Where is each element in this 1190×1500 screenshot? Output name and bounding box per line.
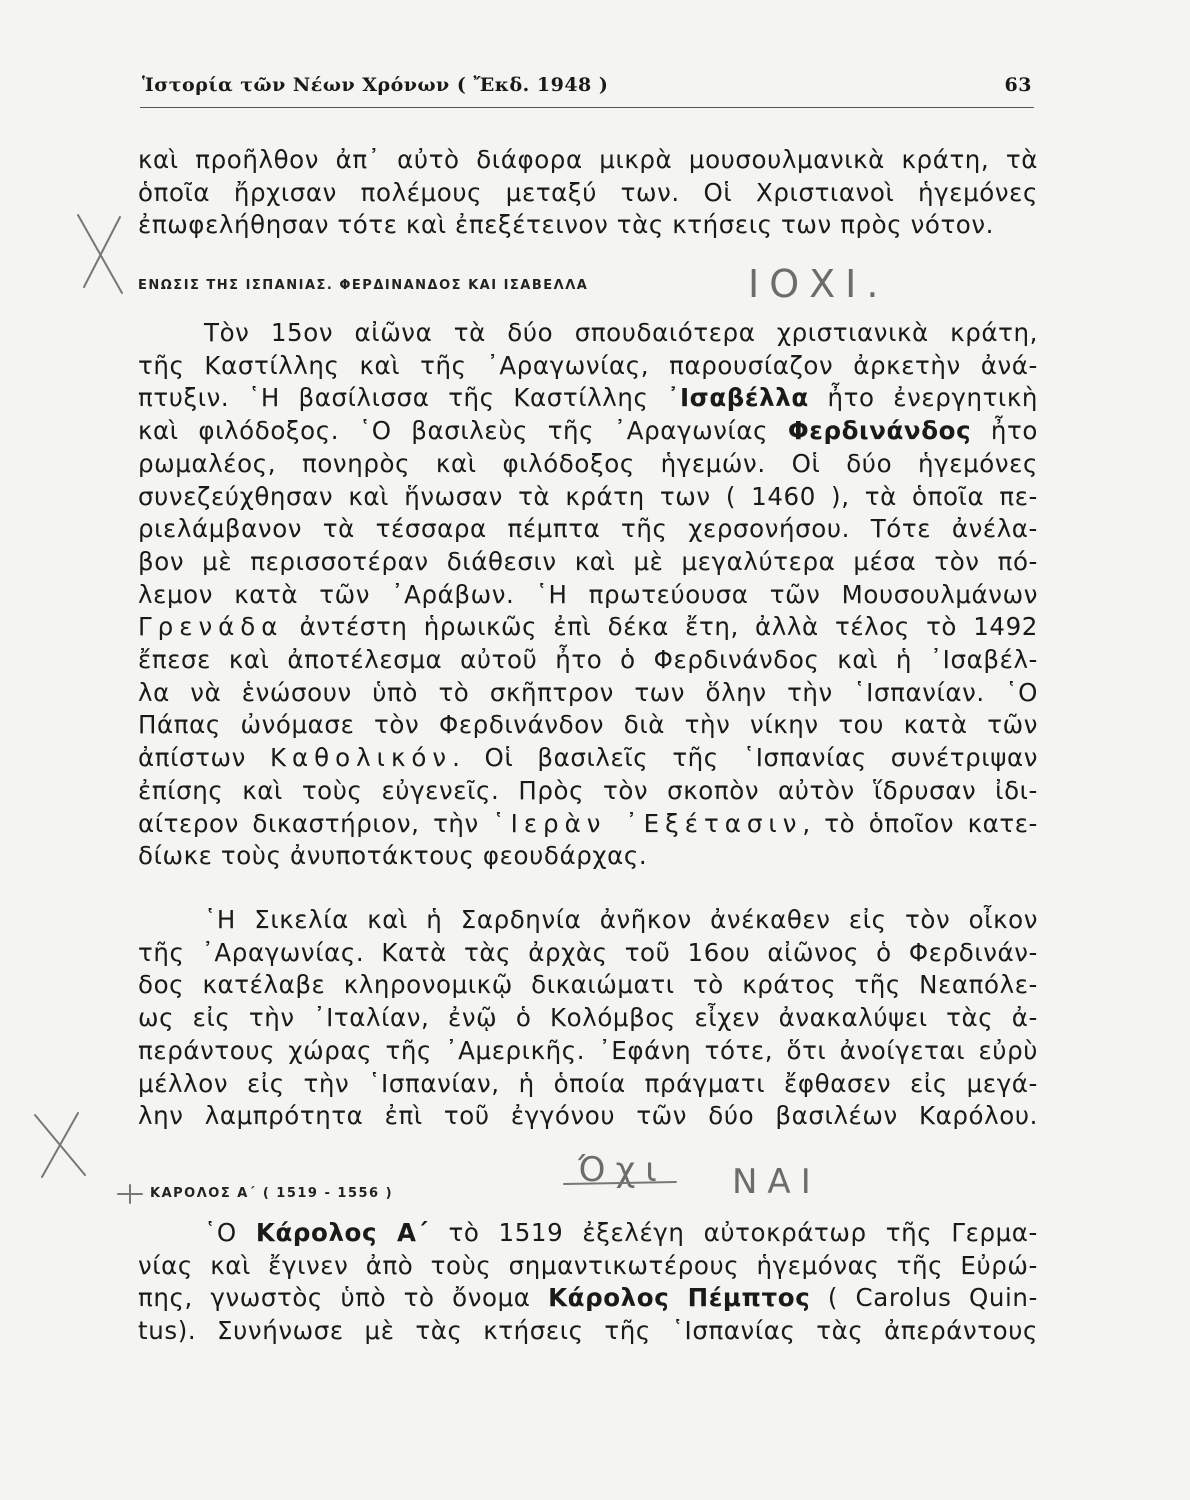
text-line — [138, 808, 1038, 841]
paragraph-sicily-sardinia — [138, 904, 1038, 1133]
text-line: ῾Η Σικελία καὶ ἡ Σαρδηνία ἀνῆκον ἀνέκαθεν εἰς τὸν οἶκον — [204, 905, 1038, 934]
text-span: ἦτο ἐνεργητικὴ — [808, 383, 1038, 413]
cross-stroke — [35, 1113, 85, 1177]
text-line: Πάπας ὠνόμασε τὸν Φερδινάνδον διὰ τὴν νίκην του κατὰ τῶν — [138, 710, 1038, 740]
paragraph-continuation — [138, 144, 1038, 242]
term-catholic: Καθολικόν — [269, 743, 453, 773]
text-span: πτυξιν. ῾Η βασίλισσα τῆς Καστίλλης — [138, 383, 668, 413]
text-line: βον μὲ περισσοτέραν διάθεσιν καὶ μὲ μεγαλύτερα μέσα τὸν πό- — [138, 546, 1038, 576]
running-title: Ἱστορία τῶν Νέων Χρόνων ( Ἔκδ. 1948 ) — [142, 74, 609, 96]
text-line: λεμον κατὰ τῶν ᾽Αράβων. ῾Η πρωτεύουσα τῶν Μουσουλμάνων — [138, 579, 1038, 609]
text-line: Τὸν 15ον αἰῶνα τὰ δύο σπουδαιότερα χριστιανικὰ κράτη, — [204, 318, 1038, 347]
text-line: ρωμαλέος, πονηρὸς καὶ φιλόδοξος ἡγεμών. Οἱ δύο ἡγεμόνες — [138, 448, 1038, 478]
text-span: , τὸ ὁποῖον κατε- — [802, 808, 1038, 838]
name-ferdinand: Φερδινάνδος — [787, 416, 972, 446]
text-line: ως εἰς τὴν ᾽Ιταλίαν, ἐνῷ ὁ Κολόμβος εἶχεν ἀνακαλύψει τὰς ἀ- — [138, 1003, 1038, 1033]
text-line: νίας καὶ ἔγινεν ἀπὸ τοὺς σημαντικωτέρους ἡγεμόνας τῆς Εὐρώ- — [138, 1250, 1038, 1280]
section-heading-spain-unification: ΕΝΩΣΙΣ ΤΗΣ ΙΣΠΑΝΙΑΣ. ΦΕΡΔΙΝΑΝΔΟΣ ΚΑΙ ΙΣΑΒΕΛΛΑ — [138, 278, 589, 293]
text-line — [138, 742, 1038, 775]
page-number: 63 — [1004, 74, 1032, 96]
paragraph-charles — [138, 1217, 1038, 1348]
text-line: ἔπεσε καὶ ἀποτέλεσμα αὐτοῦ ἦτο ὁ Φερδινάνδος καὶ ἡ ᾽Ισαβέλ- — [138, 645, 1038, 675]
text-line: λην λαμπρότητα ἐπὶ τοῦ ἐγγόνου τῶν δύο βασιλέων Καρόλου. — [138, 1101, 1038, 1131]
name-isabella: ᾽Ισαβέλλα — [667, 383, 809, 413]
text-line: δίωκε τοὺς ἀνυποτάκτους φεουδάρχας. — [138, 841, 648, 871]
text-line: ἐπίσης καὶ τοὺς εὐγενεῖς. Πρὸς τὸν σκοπὸν αὐτὸν ἵδρυσαν ἰδι- — [138, 775, 1038, 805]
handwritten-strike — [560, 1148, 680, 1198]
header-rule — [140, 107, 1034, 108]
text-span: ( Carolus Quin- — [810, 1283, 1038, 1313]
text-line: περάντους χώρας τῆς ᾽Αμερικῆς. ᾽Εφάνη τότε, ὅτι ἀνοίγεται εὐρὺ — [138, 1035, 1038, 1065]
handwritten-note-left: Όχι — [578, 1150, 667, 1190]
text-line — [138, 1282, 1038, 1315]
text-span: . Οἱ βασιλεῖς τῆς ῾Ισπανίας συνέτριψαν — [452, 743, 1038, 773]
cross-stroke — [78, 215, 122, 293]
text-line: καὶ προῆλθον ἀπ᾽ αὐτὸ διάφορα μικρὰ μουσουλμανικὰ κράτη, τὰ — [138, 145, 1038, 174]
text-span: ἀπίστων — [138, 743, 270, 773]
term-inquisition: ῾Ιερὰν ᾽Εξέτασιν — [492, 808, 803, 838]
text-line: ριελάμβανον τὰ τέσσαρα πέμπτα τῆς χερσονήσου. Τότε ἀνέλα- — [138, 514, 1038, 544]
name-charles-i: Κάρολος Α´ — [255, 1218, 430, 1247]
text-line — [138, 382, 1038, 415]
margin-arrow-mark — [116, 1182, 146, 1206]
text-line: δος κατέλαβε κληρονομικῷ δικαιώματι τὸ κράτος τῆς Νεαπόλε- — [138, 970, 1038, 1000]
text-line — [138, 415, 1038, 448]
text-span: ῾Ο — [204, 1218, 256, 1247]
handwritten-note: ΙΟΧΙ. — [748, 262, 889, 306]
margin-cross-mark-1 — [70, 205, 130, 300]
text-line: tus). Συνήνωσε μὲ τὰς κτήσεις τῆς ῾Ισπανίας τὰς ἀπεράντους — [138, 1316, 1038, 1346]
text-span: ἀντέστη ἡρωικῶς ἐπὶ δέκα ἔτη, ἀλλὰ τέλος τὸ 1492 — [283, 612, 1038, 642]
paragraph-ferdinand-isabella — [138, 317, 1038, 873]
text-line: συνεζεύχθησαν καὶ ἥνωσαν τὰ κράτη των ( 1460 ), τὰ ὁποῖα πε- — [138, 481, 1038, 511]
text-span: καὶ φιλόδοξος. ῾Ο βασιλεὺς τῆς ᾽Αραγωνίας — [138, 416, 788, 446]
name-charles-v: Κάρολος Πέμπτος — [548, 1283, 811, 1313]
text-span: ἦτο — [971, 416, 1038, 446]
margin-cross-mark-2 — [30, 1105, 90, 1185]
text-line: ἐπωφελήθησαν τότε καὶ ἐπεξέτεινον τὰς κτήσεις των πρὸς νότον. — [138, 210, 995, 240]
strike-stroke — [564, 1182, 676, 1184]
name-granada: Γρενάδα — [138, 612, 284, 642]
text-line: λα νὰ ἑνώσουν ὑπὸ τὸ σκῆπτρον των ὅλην τὴν ῾Ισπανίαν. ῾Ο — [138, 677, 1038, 707]
text-span: αίτερον δικαστήριον, τὴν — [138, 808, 493, 838]
text-line — [138, 1217, 1038, 1250]
arrow-stroke — [118, 1185, 142, 1203]
text-span: τὸ 1519 ἐξελέγη αὐτοκράτωρ τῆς Γερμα- — [429, 1218, 1038, 1247]
text-line: μέλλον εἰς τὴν ῾Ισπανίαν, ἡ ὁποία πράγματι ἔφθασεν εἰς μεγά- — [138, 1068, 1038, 1098]
text-span: πης, γνωστὸς ὑπὸ τὸ ὄνομα — [138, 1283, 549, 1313]
running-header — [142, 74, 1032, 96]
text-line — [138, 611, 1038, 644]
text-line: τῆς Καστίλλης καὶ τῆς ᾽Αραγωνίας, παρουσίαζον ἀρκετὴν ἀνά- — [138, 350, 1038, 380]
text-line: τῆς ᾽Αραγωνίας. Κατὰ τὰς ἀρχὰς τοῦ 16ου αἰῶνος ὁ Φερδινάν- — [138, 937, 1038, 967]
handwritten-note-right: ΝΑΙ — [732, 1162, 821, 1202]
section-heading-charles-v: ΚΑΡΟΛΟΣ Α´ ( 1519 - 1556 ) — [150, 1186, 394, 1201]
text-line: ὁποῖα ἤρχισαν πολέμους μεταξύ των. Οἱ Χριστιανοὶ ἡγεμόνες — [138, 177, 1038, 207]
